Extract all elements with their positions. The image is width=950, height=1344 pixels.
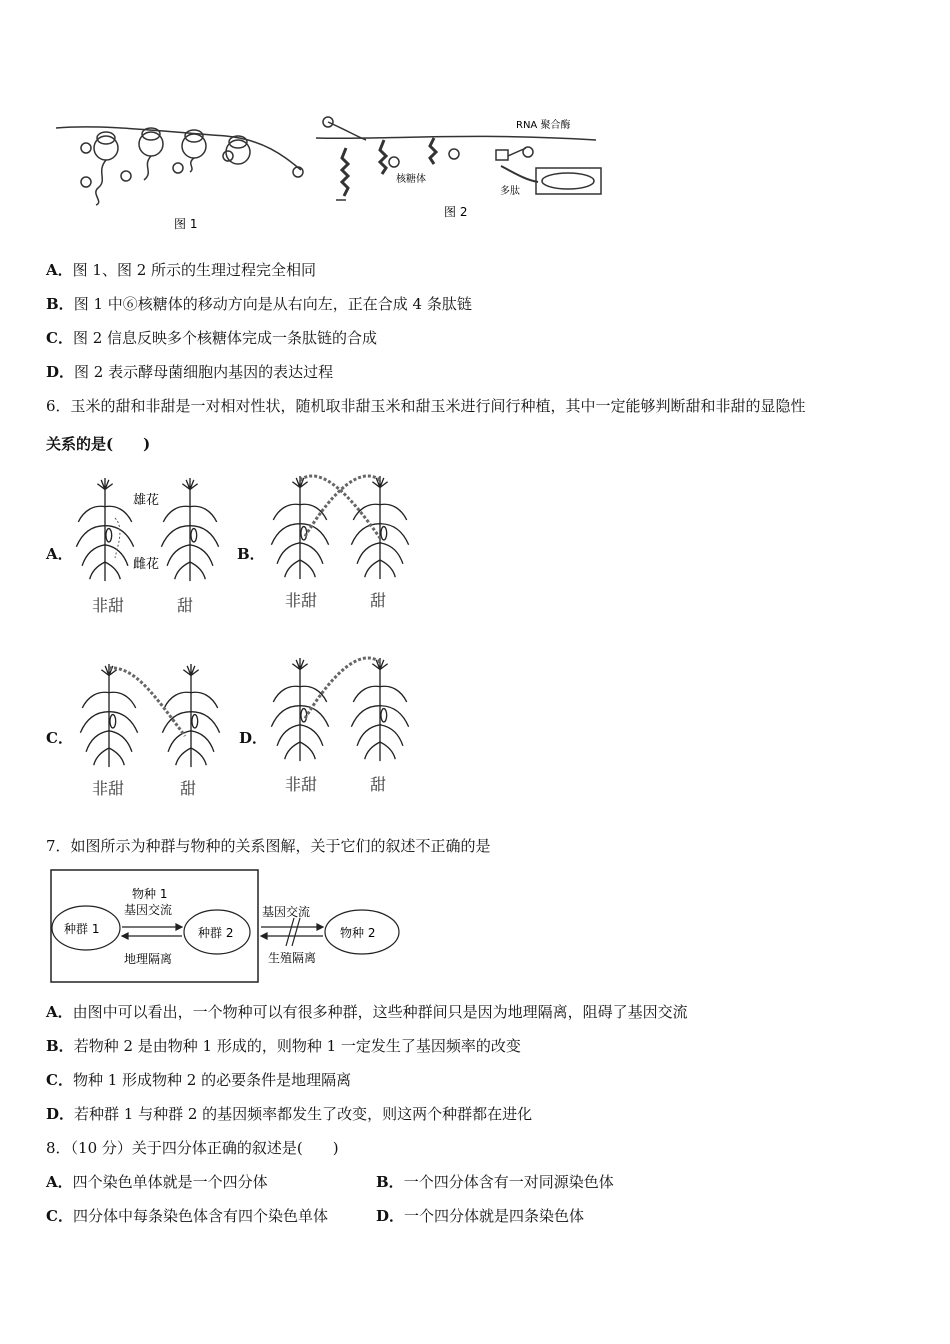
q6-d-sweet-label: 甜 [370, 775, 387, 794]
q5-option-b[interactable] [46, 294, 472, 314]
option-text: 若物种 2 是由物种 1 形成的，则物种 1 一定发生了基因频率的改变 [73, 1037, 521, 1055]
q7-option-c[interactable] [46, 1070, 351, 1090]
q8-stem: 8．（10 分）关于四分体正确的叙述是( ) [46, 1139, 339, 1157]
species-2: 物种 2 [340, 926, 376, 940]
option-label: C． [46, 1071, 73, 1089]
rna-polymerase-label: RNA 聚合酶 [516, 120, 571, 131]
option-label: D． [46, 363, 75, 381]
q6-option-b-label[interactable]: B． [237, 545, 265, 563]
repro-isolation: 生殖隔离 [268, 951, 317, 965]
q6-c-sweet-label: 甜 [180, 779, 197, 798]
q6-b-non-sweet-label: 非甜 [285, 591, 318, 610]
option-label: D． [46, 1105, 75, 1123]
q7-stem: 7．如图所示为种群与物种的关系图解，关于它们的叙述不正确的是 [46, 837, 491, 855]
q5-option-c[interactable] [46, 328, 377, 348]
population-1: 种群 1 [64, 922, 100, 936]
gene-flow-1: 基因交流 [124, 903, 173, 917]
option-text: 若种群 1 与种群 2 的基因频率都发生了改变，则这两个种群都在进化 [74, 1105, 533, 1123]
option-text: 图 1、图 2 所示的生理过程完全相同 [72, 261, 317, 279]
male-flower-label: 雄花 [133, 493, 160, 508]
option-label: C． [46, 1207, 73, 1225]
option-label: B． [46, 295, 74, 313]
q8-option-c[interactable] [46, 1206, 328, 1226]
q6-option-c-figure[interactable] [75, 656, 225, 771]
polypeptide-label: 多肽 [500, 186, 520, 197]
q5-option-d[interactable] [46, 362, 333, 382]
species-1: 物种 1 [132, 887, 168, 901]
ribosome-label: 核糖体 [396, 174, 426, 185]
option-text: 图 1 中⑥核糖体的移动方向是从右向左，正在合成 4 条肽链 [73, 295, 472, 313]
figure-2-label: 图 2 [444, 205, 468, 219]
q8-option-b[interactable] [376, 1172, 614, 1192]
q8-option-d[interactable] [376, 1206, 584, 1226]
option-label: B． [46, 1037, 74, 1055]
q5-figure [46, 110, 616, 235]
q6-option-d-figure[interactable] [262, 650, 412, 765]
q5-option-a[interactable] [46, 260, 316, 280]
option-text: 四分体中每条染色体含有四个染色单体 [72, 1207, 328, 1225]
option-text: 物种 1 形成物种 2 的必要条件是地理隔离 [72, 1071, 352, 1089]
option-label: A． [46, 1173, 73, 1191]
q6-option-a-figure[interactable] [75, 478, 225, 588]
q6-c-non-sweet-label: 非甜 [92, 779, 125, 798]
q6-d-non-sweet-label: 非甜 [285, 775, 318, 794]
option-label: C． [46, 329, 73, 347]
option-label: B． [376, 1173, 404, 1191]
q6-b-sweet-label: 甜 [370, 591, 387, 610]
population-2: 种群 2 [198, 926, 234, 940]
option-text: 一个四分体含有一对同源染色体 [403, 1173, 614, 1191]
option-text: 图 2 信息反映多个核糖体完成一条肽链的合成 [72, 329, 378, 347]
q6-a-non-sweet-label: 非甜 [92, 596, 125, 615]
option-label: A． [46, 1003, 73, 1021]
q6-a-sweet-label: 甜 [177, 596, 194, 615]
q6-stem-line2: 关系的是( ) [46, 435, 151, 453]
q6-option-a-label[interactable]: A． [46, 545, 73, 563]
q7-option-a[interactable] [46, 1002, 688, 1022]
q7-option-d[interactable] [46, 1104, 532, 1124]
q6-option-b-figure[interactable] [262, 468, 412, 583]
q7-option-b[interactable] [46, 1036, 521, 1056]
q6-stem-line1: 6．玉米的甜和非甜是一对相对性状，随机取非甜玉米和甜玉米进行间行种植，其中一定能够判断甜和非甜的显隐性 [46, 397, 806, 415]
q8-option-a[interactable] [46, 1172, 268, 1192]
figure-1-label: 图 1 [174, 217, 198, 231]
option-text: 图 2 表示酵母菌细胞内基因的表达过程 [74, 363, 334, 381]
figure-1-polysome [56, 127, 303, 205]
geo-isolation: 地理隔离 [124, 952, 173, 966]
q6-option-d-label[interactable]: D． [239, 729, 268, 747]
option-label: D． [376, 1207, 405, 1225]
option-text: 由图中可以看出，一个物种可以有很多种群，这些种群间只是因为地理隔离，阻碍了基因交流 [72, 1003, 688, 1021]
option-text: 四个染色单体就是一个四分体 [72, 1173, 268, 1191]
gene-flow-2: 基因交流 [262, 905, 311, 919]
q6-option-c-label[interactable]: C． [46, 729, 73, 747]
female-flower-label: 雌花 [133, 557, 160, 572]
q7-diagram [50, 868, 410, 986]
option-text: 一个四分体就是四条染色体 [404, 1207, 585, 1225]
option-label: A． [46, 261, 73, 279]
